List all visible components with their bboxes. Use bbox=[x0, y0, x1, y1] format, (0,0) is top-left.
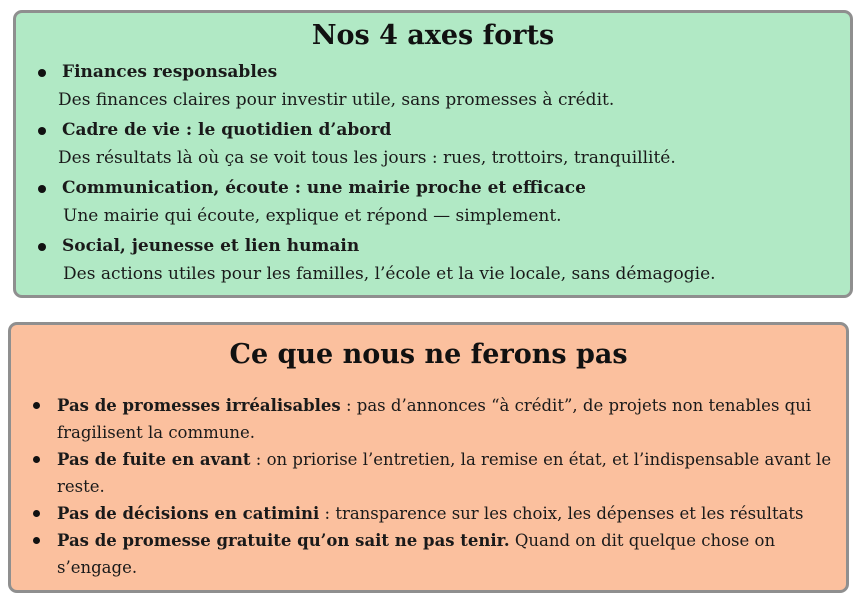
bullet-icon bbox=[38, 243, 46, 251]
commitment-item-text: : transparence sur les choix, les dépenses et les résultats bbox=[319, 504, 804, 523]
commitment-item-title: Pas de promesse gratuite qu’on sait ne pas tenir. bbox=[57, 531, 510, 550]
strength-item-desc: Des résultats là où ça se voit tous les jours : rues, trottoirs, tranquillité. bbox=[58, 148, 676, 168]
commitment-item bbox=[11, 527, 846, 581]
commitment-item-title: Pas de promesses irréalisables bbox=[57, 396, 341, 415]
commitment-item bbox=[11, 392, 846, 446]
bullet-icon bbox=[33, 456, 40, 463]
bullet-icon bbox=[38, 185, 46, 193]
commitment-item-text: Quand on dit quelque chose on s’engage. bbox=[57, 531, 776, 577]
strength-item bbox=[16, 59, 850, 115]
bullet-icon bbox=[33, 537, 40, 544]
strength-item-desc: Une mairie qui écoute, explique et répond — simplement. bbox=[63, 206, 562, 226]
bullet-icon bbox=[38, 127, 46, 135]
strengths-list bbox=[16, 59, 850, 289]
strength-item bbox=[16, 175, 850, 231]
commitment-item-title: Pas de décisions en catimini bbox=[57, 504, 320, 523]
strength-item-title: Finances responsables bbox=[62, 62, 278, 82]
commitments-title: Ce que nous ne ferons pas bbox=[229, 339, 628, 370]
strength-item bbox=[16, 117, 850, 173]
strength-item-desc: Des finances claires pour investir utile, sans promesses à crédit. bbox=[58, 90, 615, 110]
commitments-panel bbox=[8, 322, 849, 593]
strength-item-title: Communication, écoute : une mairie proche et efficace bbox=[62, 178, 586, 198]
strength-item-title: Cadre de vie : le quotidien d’abord bbox=[62, 120, 392, 140]
strengths-title: Nos 4 axes forts bbox=[311, 20, 555, 51]
strengths-panel bbox=[13, 10, 853, 298]
commitment-item bbox=[11, 446, 846, 500]
commitment-item bbox=[11, 500, 846, 527]
commitment-item-text: : pas d’annonces “à crédit”, de projets non tenables qui fragilisent la commune. bbox=[57, 396, 812, 442]
bullet-icon bbox=[33, 510, 40, 517]
bullet-icon bbox=[33, 402, 40, 409]
strength-item-title: Social, jeunesse et lien humain bbox=[62, 236, 360, 256]
bullet-icon bbox=[38, 69, 46, 77]
commitment-item-title: Pas de fuite en avant bbox=[57, 450, 251, 469]
commitment-item-text: : on priorise l’entretien, la remise en état, et l’indispensable avant le reste. bbox=[57, 450, 832, 496]
strength-item-desc: Des actions utiles pour les familles, l’école et la vie locale, sans démagogie. bbox=[63, 264, 716, 284]
strength-item bbox=[16, 233, 850, 289]
commitments-list bbox=[11, 392, 846, 581]
